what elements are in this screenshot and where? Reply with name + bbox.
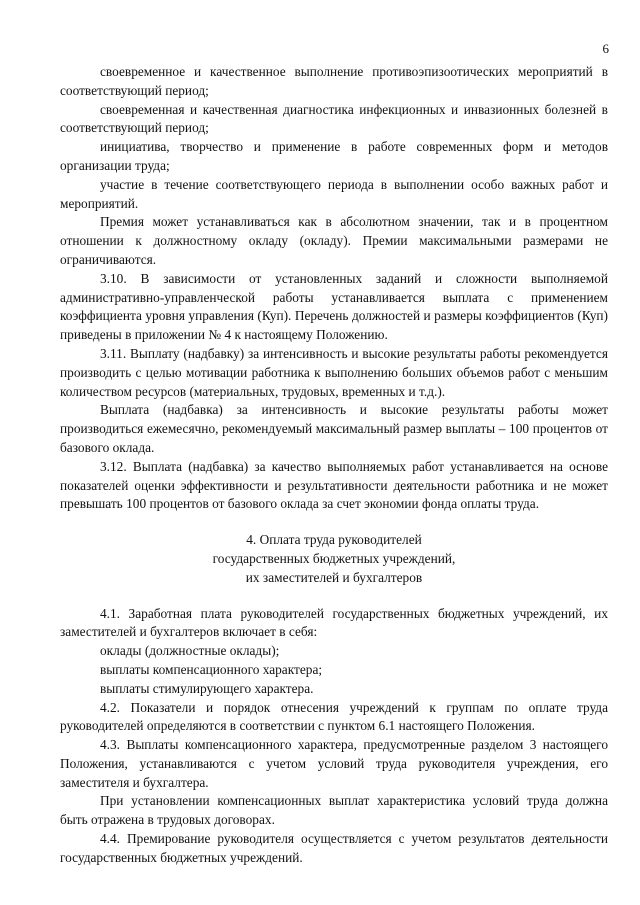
section-heading-line: государственных бюджетных учреждений, (212, 550, 456, 566)
page-number: 6 (602, 41, 609, 56)
paragraph: 3.10. В зависимости от установленных заданий и сложности выполняемой административно-управленческой работы устанавливается выплата с применением коэффициента уровня управления (Куп). Перечень должностей и размеры коэффициентов (Куп) приведены в приложении № 4 к настоящему Положению. (60, 270, 608, 343)
paragraph: участие в течение соответствующего периода в выполнении особо важных работ и мероприятий. (60, 176, 608, 211)
list-item: выплаты компенсационного характера; (100, 661, 323, 677)
paragraph: Премия может устанавливаться как в абсолютном значении, так и в процентном отношении к должностному окладу (окладу). Премии максимальными размерами не ограничиваются. (60, 214, 608, 267)
list-item: оклады (должностные оклады); (100, 643, 280, 659)
section-heading-line: 4. Оплата труда руководителей (246, 532, 422, 548)
paragraph: инициатива, творчество и применение в работе современных форм и методов организации труда; (60, 139, 608, 173)
paragraph: 4.4. Премирование руководителя осуществляется с учетом результатов деятельности государственных бюджетных учреждений. (60, 831, 608, 865)
paragraph: 3.11. Выплату (надбавку) за интенсивность и высокие результаты работы рекомендуется производить с целью мотивации работника к выполнению больших объемов работ с меньшим количеством ресурсов (материальных, трудовых, временных и т.д.). (60, 345, 608, 399)
paragraph: 4.2. Показатели и порядок отнесения учреждений к группам по оплате труда руководителей определяются в соответствии с пунктом 6.1 настоящего Положения. (60, 699, 608, 734)
document-body (60, 63, 608, 868)
paragraph: своевременная и качественная диагностика инфекционных и инвазионных болезней в соответствующий период; (60, 101, 608, 136)
paragraph: 4.3. Выплаты компенсационного характера, предусмотренные разделом 3 настоящего Положения, устанавливаются с учетом условий труда руководителя учреждения, его заместителя и бухгалтера. (60, 737, 608, 790)
section-heading-line: их заместителей и бухгалтеров (245, 569, 423, 585)
paragraph: При установлении компенсационных выплат характеристика условий труда должна быть отражена в трудовых договорах. (60, 793, 608, 828)
section-heading (60, 531, 608, 587)
list-item: выплаты стимулирующего характера. (100, 680, 314, 696)
paragraph: 3.12. Выплата (надбавка) за качество выполняемых работ устанавливается на основе показателей оценки эффективности и результативности деятельности работника и не может превышать 100 процентов от базового оклада за счет экономии фонда оплаты труда. (60, 458, 608, 512)
paragraph: своевременное и качественное выполнение противоэпизоотических мероприятий в соответствующий период; (60, 64, 608, 98)
paragraph: 4.1. Заработная плата руководителей государственных бюджетных учреждений, их заместителей и бухгалтеров включает в себя: (60, 605, 608, 640)
paragraph: Выплата (надбавка) за интенсивность и высокие результаты работы может производиться ежемесячно, рекомендуемый максимальный размер выплаты – 100 процентов от базового оклада. (60, 402, 608, 455)
